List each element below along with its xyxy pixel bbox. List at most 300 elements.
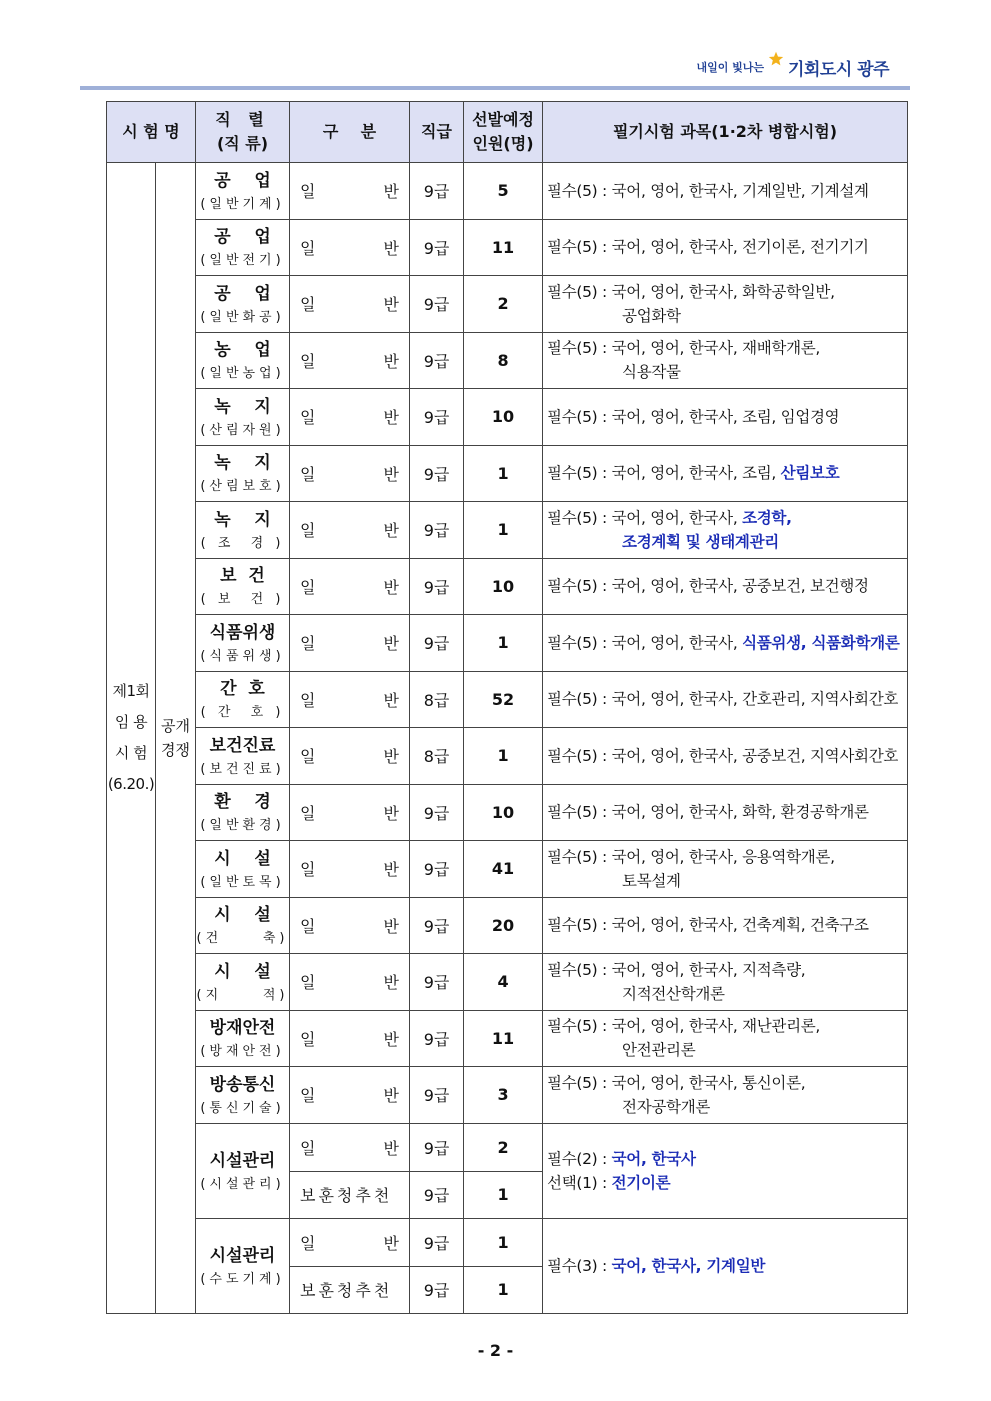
kind-cell bbox=[290, 671, 410, 728]
subjects-cell bbox=[543, 728, 908, 785]
grade-cell: 9급 bbox=[410, 558, 464, 615]
count-cell: 1 bbox=[464, 502, 543, 559]
count-cell: 11 bbox=[464, 1010, 543, 1067]
recruit-type-cell bbox=[156, 163, 196, 1314]
table-row bbox=[107, 671, 908, 728]
kind-b: 반 bbox=[383, 690, 400, 710]
kind-a: 일 bbox=[300, 860, 316, 880]
kind-cell bbox=[290, 615, 410, 672]
kind-text bbox=[300, 631, 399, 654]
subjects-line bbox=[547, 1147, 907, 1171]
kind-a: 일 bbox=[300, 1233, 316, 1253]
subjects-cell bbox=[543, 671, 908, 728]
series-name: 녹 지 bbox=[214, 509, 271, 530]
subjects-line bbox=[547, 179, 907, 203]
subjects-line bbox=[547, 687, 907, 711]
exam-name-line: 시 험 bbox=[114, 743, 148, 762]
series-cell bbox=[196, 897, 290, 954]
subjects-text: 필수(5) : 국어, 영어, 한국사, 공중보건, 보건행정 bbox=[547, 577, 869, 596]
subjects-text: 필수(5) : 국어, 영어, 한국사, bbox=[547, 508, 743, 527]
subjects-line bbox=[547, 1014, 907, 1038]
series-cell bbox=[196, 389, 290, 446]
series-name: 시 설 bbox=[214, 961, 271, 982]
series-subtype: (방재안전) bbox=[200, 1044, 285, 1060]
subjects-line bbox=[547, 574, 907, 598]
subjects-cell bbox=[543, 1218, 908, 1313]
kind-text bbox=[300, 744, 399, 767]
kind-text bbox=[300, 857, 399, 880]
kind-b: 반 bbox=[383, 916, 400, 936]
grade-cell: 9급 bbox=[410, 1067, 464, 1124]
subjects-line bbox=[547, 744, 907, 768]
subjects-text: 필수(2) : bbox=[547, 1149, 612, 1168]
header-count-l2: 인원(명) bbox=[472, 134, 534, 153]
table-row bbox=[107, 954, 908, 1011]
table-row bbox=[107, 332, 908, 389]
kind-text bbox=[300, 1027, 399, 1050]
recruit-type-line: 공개 bbox=[161, 716, 190, 735]
subjects-text: 필수(5) : 국어, 영어, 한국사, 화학, 환경공학개론 bbox=[547, 803, 869, 822]
header-count-l1: 선발예정 bbox=[472, 110, 534, 129]
series-cell bbox=[196, 163, 290, 220]
kind-b: 반 bbox=[383, 860, 400, 880]
header-rule bbox=[80, 86, 910, 90]
series-subtype: (일반화공) bbox=[200, 309, 285, 325]
grade-cell: 9급 bbox=[410, 1010, 464, 1067]
subjects-line bbox=[547, 1071, 907, 1095]
subjects-line-2 bbox=[547, 1095, 907, 1119]
grade-cell: 9급 bbox=[410, 897, 464, 954]
header-grade: 직급 bbox=[410, 102, 464, 163]
subjects-line-2 bbox=[547, 1171, 907, 1195]
table-header-row bbox=[107, 102, 908, 163]
kind-text bbox=[300, 1231, 399, 1254]
count-cell: 11 bbox=[464, 219, 543, 276]
kind-text bbox=[300, 349, 399, 372]
subjects-highlight: 산림보호 bbox=[780, 464, 840, 483]
subjects-text: 선택(1) : bbox=[547, 1173, 612, 1192]
series-subtype: (일반농업) bbox=[200, 366, 285, 382]
series-cell bbox=[196, 502, 290, 559]
kind-text bbox=[300, 405, 399, 428]
kind-cell bbox=[290, 954, 410, 1011]
subjects-cell bbox=[543, 445, 908, 502]
kind-cell bbox=[290, 389, 410, 446]
grade-cell: 9급 bbox=[410, 445, 464, 502]
series-subtype: (산림보호) bbox=[200, 479, 285, 495]
kind-cell bbox=[290, 784, 410, 841]
star-icon bbox=[768, 51, 784, 67]
kind-b: 반 bbox=[383, 1138, 400, 1158]
page-number: - 2 - bbox=[477, 1341, 514, 1360]
header-series bbox=[196, 102, 290, 163]
recruit-type-line: 경쟁 bbox=[161, 740, 190, 759]
subjects-line bbox=[547, 800, 907, 824]
grade-cell: 9급 bbox=[410, 276, 464, 333]
kind-text bbox=[300, 575, 399, 598]
kind-text bbox=[300, 236, 399, 259]
kind-a: 일 bbox=[300, 351, 316, 371]
table-row bbox=[107, 1218, 908, 1266]
kind-a: 일 bbox=[300, 1086, 316, 1106]
series-cell bbox=[196, 558, 290, 615]
grade-cell: 9급 bbox=[410, 219, 464, 276]
series-subtype: ( 보 건 ) bbox=[200, 592, 285, 608]
kind-a: 일 bbox=[300, 238, 316, 258]
series-subtype: (시설관리) bbox=[200, 1176, 285, 1192]
subjects-line bbox=[547, 506, 907, 530]
kind-b: 반 bbox=[383, 803, 400, 823]
series-name: 공 업 bbox=[214, 227, 271, 248]
kind-text bbox=[300, 1136, 399, 1159]
logo-slogan: 내일이 빛나는 bbox=[696, 61, 765, 74]
kind-text bbox=[300, 292, 399, 315]
subjects-cell bbox=[543, 163, 908, 220]
grade-cell: 9급 bbox=[410, 163, 464, 220]
series-name: 녹 지 bbox=[214, 396, 271, 417]
kind-b: 반 bbox=[383, 1029, 400, 1049]
kind-text bbox=[300, 462, 399, 485]
table-row bbox=[107, 558, 908, 615]
subjects-line-2 bbox=[547, 982, 907, 1006]
count-cell: 41 bbox=[464, 841, 543, 898]
header-subjects: 필기시험 과목(1·2차 병합시험) bbox=[543, 102, 908, 163]
subjects-text: 필수(5) : 국어, 영어, 한국사, 재배학개론, bbox=[547, 339, 821, 358]
kind-b: 반 bbox=[383, 747, 400, 767]
series-subtype: (일반기계) bbox=[200, 196, 285, 212]
count-cell: 5 bbox=[464, 163, 543, 220]
subjects-cell bbox=[543, 784, 908, 841]
count-cell: 1 bbox=[464, 615, 543, 672]
subjects-text: 필수(5) : 국어, 영어, 한국사, 건축계획, 건축구조 bbox=[547, 916, 869, 935]
subjects-line bbox=[547, 1254, 907, 1278]
subjects-highlight: 식품위생, 식품화학개론 bbox=[742, 633, 900, 652]
kind-cell bbox=[290, 276, 410, 333]
exam-name-line: (6.20.) bbox=[107, 774, 155, 793]
kind-text bbox=[300, 1083, 399, 1106]
kind-cell bbox=[290, 219, 410, 276]
exam-name-cell bbox=[107, 163, 156, 1314]
table-row bbox=[107, 1067, 908, 1124]
header-series-l2: (직 류) bbox=[216, 134, 269, 153]
grade-cell: 9급 bbox=[410, 841, 464, 898]
series-subtype: (지 적) bbox=[196, 987, 289, 1003]
subjects-line-2 bbox=[547, 530, 907, 554]
subjects-line bbox=[547, 405, 907, 429]
kind-a: 일 bbox=[300, 973, 316, 993]
kind-a: 일 bbox=[300, 634, 316, 654]
exam-name-line: 임 용 bbox=[114, 712, 148, 731]
kind-b: 반 bbox=[383, 973, 400, 993]
series-cell bbox=[196, 671, 290, 728]
series-cell bbox=[196, 954, 290, 1011]
subjects-cell bbox=[543, 1123, 908, 1218]
table-row bbox=[107, 389, 908, 446]
subjects-text: 필수(5) : 국어, 영어, 한국사, 전기이론, 전기기기 bbox=[547, 238, 869, 257]
kind-b: 반 bbox=[383, 408, 400, 428]
header-count bbox=[464, 102, 543, 163]
subjects-text: 안전관리론 bbox=[622, 1041, 696, 1060]
subjects-line bbox=[547, 913, 907, 937]
subjects-cell bbox=[543, 276, 908, 333]
kind-cell bbox=[290, 1218, 410, 1266]
grade-cell: 9급 bbox=[410, 954, 464, 1011]
series-subtype: ( 조 경 ) bbox=[200, 535, 285, 551]
subjects-text: 필수(5) : 국어, 영어, 한국사, 응용역학개론, bbox=[547, 847, 835, 866]
count-cell: 1 bbox=[464, 1218, 543, 1266]
count-cell: 2 bbox=[464, 1123, 543, 1171]
kind-cell bbox=[290, 1067, 410, 1124]
table-row bbox=[107, 615, 908, 672]
subjects-line bbox=[547, 958, 907, 982]
subjects-text: 필수(5) : 국어, 영어, 한국사, 조림, bbox=[547, 464, 781, 483]
grade-cell: 9급 bbox=[410, 1171, 464, 1218]
kind-a: 일 bbox=[300, 521, 316, 541]
subjects-highlight: 국어, 한국사, 기계일반 bbox=[611, 1256, 766, 1275]
kind-b: 반 bbox=[383, 295, 400, 315]
subjects-highlight: 전기이론 bbox=[611, 1173, 671, 1192]
kind-text bbox=[300, 914, 399, 937]
subjects-highlight: 조경계획 및 생태계관리 bbox=[622, 532, 779, 551]
kind-cell bbox=[290, 445, 410, 502]
subjects-cell bbox=[543, 389, 908, 446]
kind-a: 일 bbox=[300, 690, 316, 710]
subjects-line bbox=[547, 461, 907, 485]
count-cell: 1 bbox=[464, 445, 543, 502]
table-row bbox=[107, 728, 908, 785]
series-subtype: (보건진료) bbox=[200, 761, 285, 777]
series-cell bbox=[196, 219, 290, 276]
grade-cell: 9급 bbox=[410, 1266, 464, 1313]
table-row bbox=[107, 784, 908, 841]
exam-table bbox=[106, 101, 908, 1314]
count-cell: 10 bbox=[464, 784, 543, 841]
subjects-text: 필수(5) : 국어, 영어, 한국사, 공중보건, 지역사회간호 bbox=[547, 746, 899, 765]
subjects-cell bbox=[543, 841, 908, 898]
subjects-highlight: 조경학, bbox=[742, 508, 792, 527]
kind-cell bbox=[290, 1010, 410, 1067]
series-name: 시설관리 bbox=[209, 1150, 276, 1171]
header-exam: 시 험 명 bbox=[107, 102, 196, 163]
subjects-line bbox=[547, 631, 907, 655]
kind-cell bbox=[290, 502, 410, 559]
series-name: 공 업 bbox=[214, 170, 271, 191]
count-cell: 10 bbox=[464, 558, 543, 615]
subjects-text: 필수(5) : 국어, 영어, 한국사, 지적측량, bbox=[547, 960, 806, 979]
series-cell bbox=[196, 276, 290, 333]
kind-b: 반 bbox=[383, 521, 400, 541]
subjects-text: 전자공학개론 bbox=[622, 1097, 711, 1116]
subjects-line bbox=[547, 235, 907, 259]
kind-a: 일 bbox=[300, 577, 316, 597]
count-cell: 1 bbox=[464, 1171, 543, 1218]
series-name: 보건진료 bbox=[209, 735, 276, 756]
series-cell bbox=[196, 615, 290, 672]
kind-a: 일 bbox=[300, 916, 316, 936]
series-cell bbox=[196, 1218, 290, 1313]
table-row bbox=[107, 163, 908, 220]
subjects-text: 필수(5) : 국어, 영어, 한국사, 화학공학일반, bbox=[547, 282, 835, 301]
subjects-text: 식용작물 bbox=[622, 363, 681, 382]
grade-cell: 8급 bbox=[410, 671, 464, 728]
series-cell bbox=[196, 1010, 290, 1067]
subjects-line-2 bbox=[547, 1038, 907, 1062]
kind-b: 반 bbox=[383, 577, 400, 597]
count-cell: 3 bbox=[464, 1067, 543, 1124]
kind-text bbox=[300, 801, 399, 824]
kind-a: 일 bbox=[300, 182, 316, 202]
kind-cell bbox=[290, 728, 410, 785]
series-name: 식품위생 bbox=[209, 622, 276, 643]
series-name: 방송통신 bbox=[209, 1074, 276, 1095]
subjects-cell bbox=[543, 1010, 908, 1067]
series-subtype: (건 축) bbox=[196, 931, 289, 947]
series-subtype: (일반토목) bbox=[200, 874, 285, 890]
subjects-line-2 bbox=[547, 869, 907, 893]
kind-a: 일 bbox=[300, 295, 316, 315]
count-cell: 4 bbox=[464, 954, 543, 1011]
subjects-text: 필수(5) : 국어, 영어, 한국사, bbox=[547, 633, 743, 652]
count-cell: 52 bbox=[464, 671, 543, 728]
count-cell: 2 bbox=[464, 276, 543, 333]
table-row bbox=[107, 219, 908, 276]
subjects-cell bbox=[543, 558, 908, 615]
series-name: 간 호 bbox=[220, 679, 265, 700]
kind-cell: 보훈청추천 bbox=[290, 1266, 410, 1313]
subjects-text: 필수(3) : bbox=[547, 1256, 612, 1275]
kind-text bbox=[300, 518, 399, 541]
grade-cell: 9급 bbox=[410, 502, 464, 559]
subjects-cell bbox=[543, 219, 908, 276]
subjects-cell bbox=[543, 332, 908, 389]
subjects-line bbox=[547, 280, 907, 304]
subjects-text: 공업화학 bbox=[622, 306, 681, 325]
series-cell bbox=[196, 1123, 290, 1218]
kind-text bbox=[300, 970, 399, 993]
count-cell: 1 bbox=[464, 1266, 543, 1313]
count-cell: 1 bbox=[464, 728, 543, 785]
logo-title: 기회도시 광주 bbox=[788, 59, 889, 80]
series-name: 공 업 bbox=[214, 283, 271, 304]
table-row bbox=[107, 897, 908, 954]
subjects-text: 필수(5) : 국어, 영어, 한국사, 간호관리, 지역사회간호 bbox=[547, 690, 899, 709]
series-name: 녹 지 bbox=[214, 453, 271, 474]
series-cell bbox=[196, 784, 290, 841]
subjects-text: 필수(5) : 국어, 영어, 한국사, 조림, 임업경영 bbox=[547, 407, 840, 426]
subjects-text: 필수(5) : 국어, 영어, 한국사, 통신이론, bbox=[547, 1073, 806, 1092]
series-name: 보 건 bbox=[220, 566, 265, 587]
table-row bbox=[107, 841, 908, 898]
series-name: 시 설 bbox=[214, 848, 271, 869]
series-cell bbox=[196, 841, 290, 898]
series-subtype: ( 간 호 ) bbox=[200, 705, 285, 721]
subjects-text: 필수(5) : 국어, 영어, 한국사, 기계일반, 기계설계 bbox=[547, 181, 869, 200]
kind-a: 일 bbox=[300, 803, 316, 823]
kind-a: 일 bbox=[300, 464, 316, 484]
table-row bbox=[107, 276, 908, 333]
series-subtype: (수도기계) bbox=[200, 1271, 285, 1287]
series-cell bbox=[196, 332, 290, 389]
kind-text bbox=[300, 179, 399, 202]
series-name: 시 설 bbox=[214, 905, 271, 926]
series-name: 시설관리 bbox=[209, 1245, 276, 1266]
kind-cell bbox=[290, 558, 410, 615]
kind-a: 일 bbox=[300, 1138, 316, 1158]
subjects-cell bbox=[543, 1067, 908, 1124]
table-row bbox=[107, 502, 908, 559]
kind-b: 반 bbox=[383, 634, 400, 654]
count-cell: 20 bbox=[464, 897, 543, 954]
kind-b: 반 bbox=[383, 1086, 400, 1106]
kind-cell bbox=[290, 1123, 410, 1171]
subjects-line bbox=[547, 845, 907, 869]
subjects-text: 필수(5) : 국어, 영어, 한국사, 재난관리론, bbox=[547, 1017, 821, 1036]
table-row bbox=[107, 1123, 908, 1171]
kind-b: 반 bbox=[383, 351, 400, 371]
kind-b: 반 bbox=[383, 1233, 400, 1253]
count-cell: 10 bbox=[464, 389, 543, 446]
kind-a: 일 bbox=[300, 747, 316, 767]
kind-cell bbox=[290, 332, 410, 389]
grade-cell: 9급 bbox=[410, 1123, 464, 1171]
subjects-line-2 bbox=[547, 304, 907, 328]
exam-name-line: 제1회 bbox=[112, 681, 150, 700]
series-cell bbox=[196, 1067, 290, 1124]
series-cell bbox=[196, 445, 290, 502]
kind-cell bbox=[290, 163, 410, 220]
series-subtype: (식품위생) bbox=[200, 648, 285, 664]
kind-cell bbox=[290, 897, 410, 954]
series-name: 방재안전 bbox=[209, 1018, 276, 1039]
grade-cell: 9급 bbox=[410, 389, 464, 446]
grade-cell: 9급 bbox=[410, 1218, 464, 1266]
kind-cell bbox=[290, 841, 410, 898]
subjects-highlight: 국어, 한국사 bbox=[611, 1149, 696, 1168]
series-subtype: (산림자원) bbox=[200, 422, 285, 438]
subjects-cell bbox=[543, 615, 908, 672]
table-row bbox=[107, 1010, 908, 1067]
subjects-cell bbox=[543, 897, 908, 954]
subjects-text: 지적전산학개론 bbox=[622, 984, 725, 1003]
count-cell: 8 bbox=[464, 332, 543, 389]
header-kind: 구 분 bbox=[290, 102, 410, 163]
kind-text bbox=[300, 688, 399, 711]
city-logo bbox=[696, 52, 889, 82]
series-subtype: (일반전기) bbox=[200, 253, 285, 269]
grade-cell: 9급 bbox=[410, 615, 464, 672]
kind-b: 반 bbox=[383, 182, 400, 202]
subjects-cell bbox=[543, 954, 908, 1011]
subjects-cell bbox=[543, 502, 908, 559]
kind-cell: 보훈청추천 bbox=[290, 1171, 410, 1218]
grade-cell: 9급 bbox=[410, 332, 464, 389]
grade-cell: 9급 bbox=[410, 784, 464, 841]
table-row bbox=[107, 445, 908, 502]
series-cell bbox=[196, 728, 290, 785]
kind-a: 일 bbox=[300, 1029, 316, 1049]
subjects-line bbox=[547, 336, 907, 360]
header-series-l1: 직 렬 bbox=[215, 110, 270, 129]
series-subtype: (통신기술) bbox=[200, 1100, 285, 1116]
series-subtype: (일반환경) bbox=[200, 818, 285, 834]
kind-a: 일 bbox=[300, 408, 316, 428]
kind-b: 반 bbox=[383, 464, 400, 484]
series-name: 환 경 bbox=[214, 792, 271, 813]
subjects-text: 토목설계 bbox=[622, 871, 681, 890]
kind-b: 반 bbox=[383, 238, 400, 258]
series-name: 농 업 bbox=[214, 340, 271, 361]
subjects-line-2 bbox=[547, 360, 907, 384]
